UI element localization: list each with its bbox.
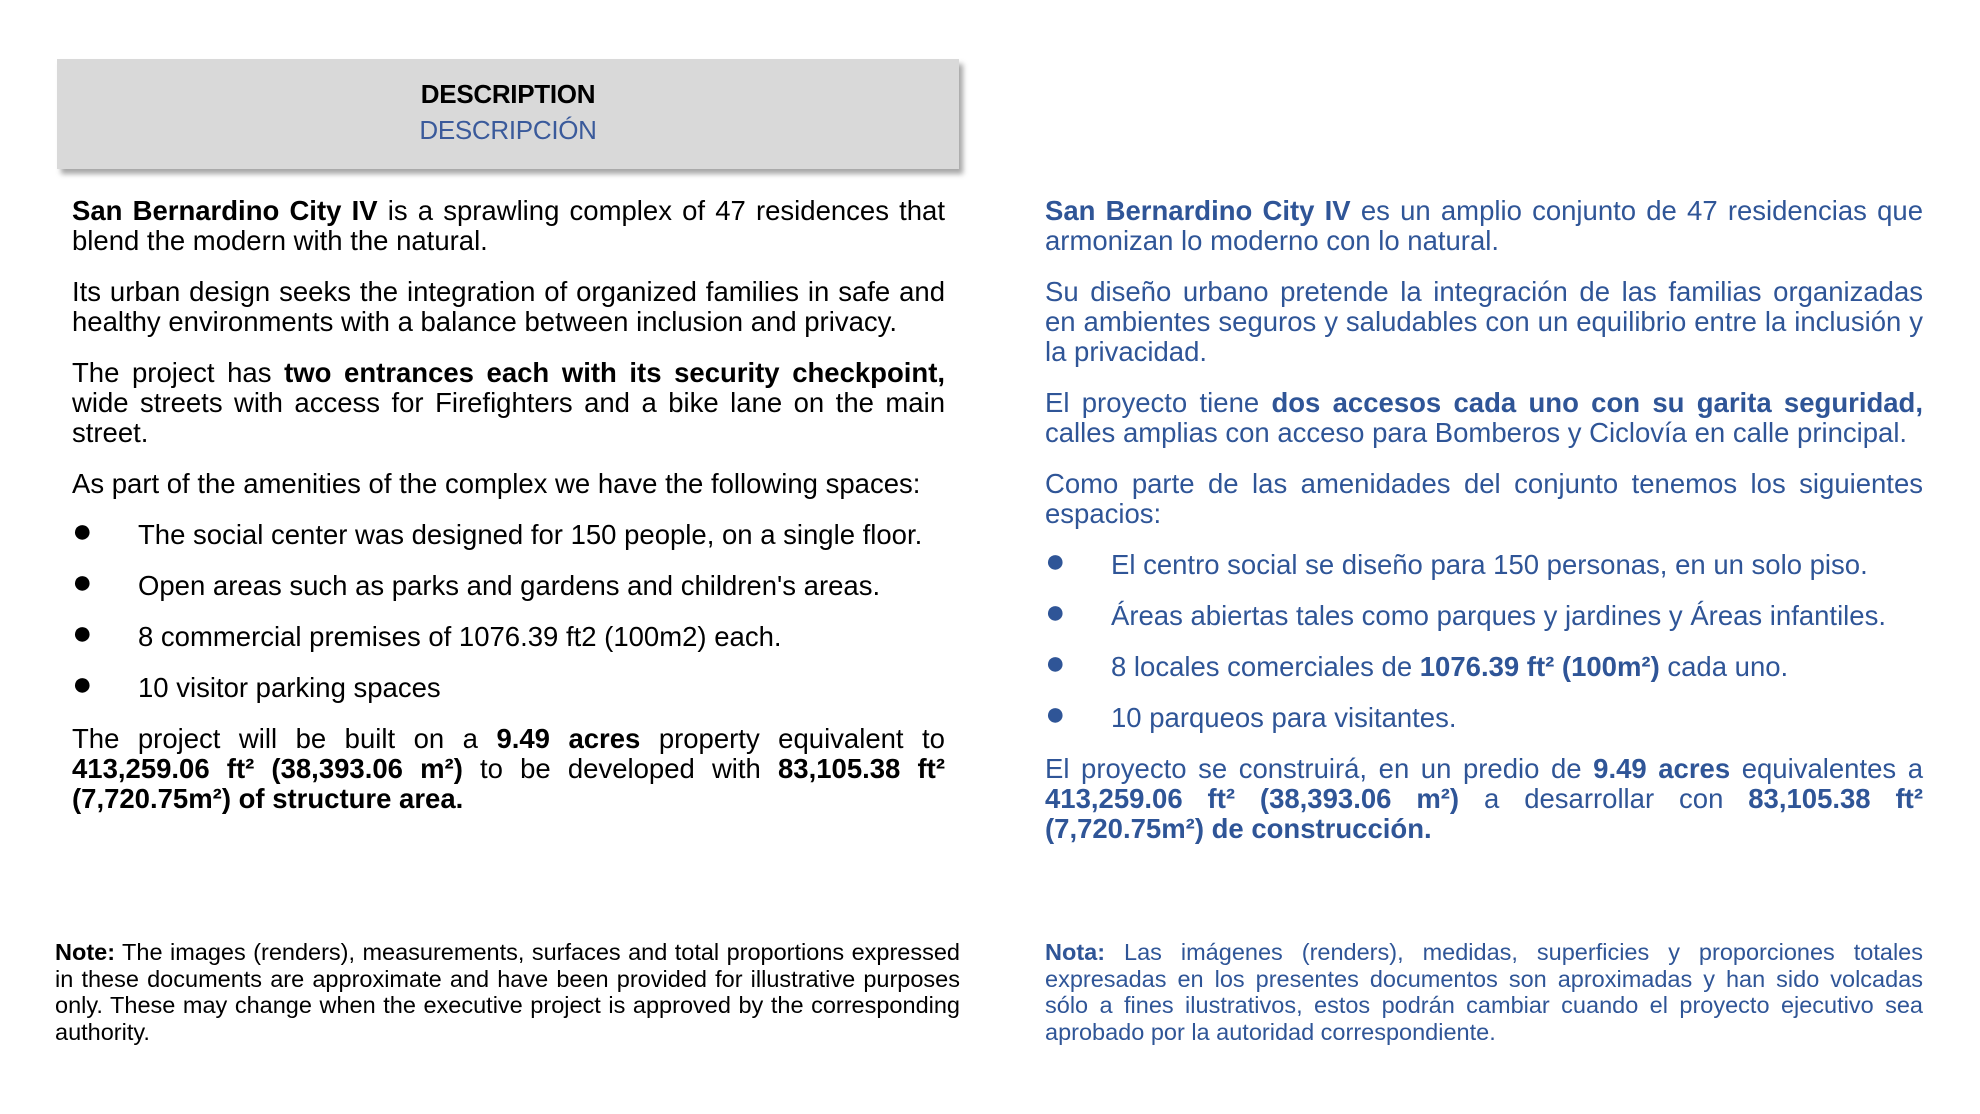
bullet-icon: ●	[72, 614, 93, 652]
spanish-intro-paragraph: San Bernardino City IV es un amplio conjunto de 47 residencias que armonizan lo moderno con lo natural.	[1045, 195, 1923, 256]
english-disclaimer-note: Note: The images (renders), measurements, surfaces and total proportions expressed in these documents are approximate and have been provided for illustrative purposes only. These may change when the executive project is approved by the corresponding authority.	[55, 939, 960, 1045]
list-item: ● 10 visitor parking spaces	[72, 665, 441, 703]
spanish-entrances-paragraph: El proyecto tiene dos accesos cada uno con su garita seguridad, calles amplias con acceso para Bomberos y Ciclovía en calle principal.	[1045, 387, 1923, 448]
english-column	[72, 196, 945, 835]
note-label: Nota:	[1045, 939, 1106, 965]
bullet-icon: ●	[1045, 644, 1066, 682]
project-name: San Bernardino City IV	[72, 195, 378, 226]
spanish-urban-design-paragraph: Su diseño urbano pretende la integración de las familias organizadas en ambientes seguros y saludables con un equilibrio entre la inclusión y la privacidad.	[1045, 276, 1923, 367]
list-item: ● El centro social se diseño para 150 personas, en un solo piso.	[1045, 542, 1868, 580]
bullet-icon: ●	[1045, 593, 1066, 631]
english-urban-design-paragraph: Its urban design seeks the integration of organized families in safe and healthy environments with a balance between inclusion and privacy.	[72, 276, 945, 337]
bullet-icon: ●	[72, 563, 93, 601]
list-item: ● 8 commercial premises of 1076.39 ft2 (100m2) each.	[72, 614, 782, 652]
spanish-amenities-list	[1045, 542, 1923, 733]
header-title-english: DESCRIPTION	[420, 79, 596, 109]
spanish-disclaimer-note: Nota: Las imágenes (renders), medidas, superficies y proporciones totales expresadas en los presentes documentos son aproximadas y han sido volcadas sólo a fines ilustrativos, estos podrán cambiar cuando el proyecto ejecutivo sea aprobado por la autoridad correspondiente.	[1045, 939, 1923, 1045]
english-intro-paragraph: San Bernardino City IV is a sprawling complex of 47 residences that blend the modern with the natural.	[72, 195, 945, 256]
list-item: ● 10 parqueos para visitantes.	[1045, 695, 1457, 733]
bullet-icon: ●	[1045, 695, 1066, 733]
english-entrances-paragraph: The project has two entrances each with its security checkpoint, wide streets with access for Firefighters and a bike lane on the main street.	[72, 357, 945, 448]
english-amenities-intro: As part of the amenities of the complex we have the following spaces:	[72, 468, 921, 499]
bullet-icon: ●	[72, 665, 93, 703]
spanish-amenities-intro: Como parte de las amenidades del conjunto tenemos los siguientes espacios:	[1045, 468, 1923, 529]
spanish-column	[1045, 196, 1923, 865]
list-item: ● Open areas such as parks and gardens and children's areas.	[72, 563, 881, 601]
section-header	[57, 59, 959, 169]
english-amenities-list	[72, 512, 945, 703]
list-item: ● 8 locales comerciales de 1076.39 ft² (100m²) cada uno.	[1045, 644, 1789, 682]
project-name: San Bernardino City IV	[1045, 195, 1351, 226]
header-title-spanish: DESCRIPCIÓN	[419, 115, 597, 145]
bullet-icon: ●	[1045, 542, 1066, 580]
bullet-icon: ●	[72, 512, 93, 550]
english-property-paragraph: The project will be built on a 9.49 acres property equivalent to 413,259.06 ft² (38,393.06 m²) to be developed with 83,105.38 ft² (7,720.75m²) of structure area.	[72, 723, 945, 814]
list-item: ● The social center was designed for 150 people, on a single floor.	[72, 512, 923, 550]
list-item: ● Áreas abiertas tales como parques y jardines y Áreas infantiles.	[1045, 593, 1886, 631]
spanish-property-paragraph: El proyecto se construirá, en un predio de 9.49 acres equivalentes a 413,259.06 ft² (38,393.06 m²) a desarrollar con 83,105.38 ft² (7,720.75m²) de construcción.	[1045, 753, 1924, 844]
note-label: Note:	[55, 939, 116, 965]
